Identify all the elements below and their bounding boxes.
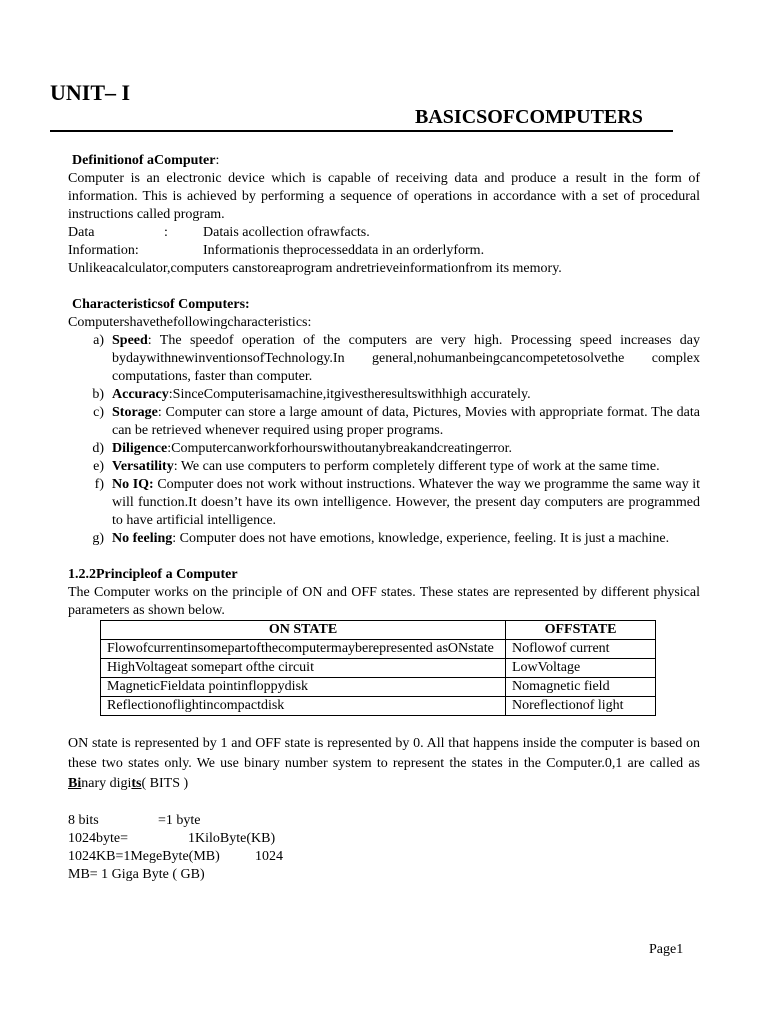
item-term: Speed: [112, 333, 148, 348]
unit-text: 8 bits: [68, 813, 99, 828]
table-cell: LowVoltage: [506, 659, 656, 678]
unit-text: 1024KB=1MegeByte(MB): [68, 849, 220, 864]
binary-paragraph: [68, 734, 700, 794]
item-label: b): [92, 387, 104, 402]
item-label: f): [94, 477, 104, 492]
page-number: Page1: [649, 942, 684, 957]
definition-heading-text: Definitionof aComputer: [72, 153, 216, 168]
item-text: Computer does not work without instructions. Whatever the way we programme the same way it will function.It doesn’t have its own intelligence. However, the present day computers are programmed to have artificial intelligence.: [112, 477, 700, 528]
list-item: [68, 530, 700, 548]
unit-text: 1024byte=: [68, 831, 128, 846]
table-header-row: [101, 621, 656, 640]
item-text: : Computer can store a large amount of data, Pictures, Movies with appropriate format. The data can be retrieved whenever required using proper programs.: [112, 405, 700, 438]
unit-row-4: [68, 866, 700, 884]
column-header-on: ON STATE: [101, 621, 506, 640]
unit-text: 1024: [255, 849, 283, 864]
item-label: d): [92, 441, 104, 456]
item-label: g): [92, 531, 104, 546]
title-rule: [50, 130, 673, 132]
info-definition: [68, 242, 700, 260]
item-term: Storage: [112, 405, 158, 420]
table-cell: HighVoltageat somepart ofthe circuit: [101, 659, 506, 678]
definition-heading-colon: :: [215, 153, 220, 168]
principle-heading: 1.2.2Principleof a Computer: [68, 567, 238, 582]
state-table: [100, 620, 656, 716]
item-term: No feeling: [112, 531, 173, 546]
binary-bi: Bi: [68, 776, 82, 791]
item-label: c): [93, 405, 104, 420]
table-row: [101, 678, 656, 697]
unit-row-3: [68, 848, 700, 866]
list-item: [68, 476, 700, 530]
table-cell: Noreflectionof light: [506, 697, 656, 716]
table-cell: Nomagnetic field: [506, 678, 656, 697]
unit-row-2: [68, 830, 700, 848]
unit-text: MB= 1 Giga Byte ( GB): [68, 867, 205, 882]
item-text: :SinceComputerisamachine,itgivestheresultswithhigh accurately.: [168, 387, 531, 402]
principle-intro: The Computer works on the principle of ON and OFF states. These states are represented by different physical parameters as shown below.: [68, 585, 700, 618]
table-cell: MagneticFieldata pointinfloppydisk: [101, 678, 506, 697]
binary-mid: nary digi: [81, 776, 132, 791]
definition-heading: [68, 152, 700, 170]
list-item: [68, 386, 700, 404]
characteristics-heading: Characteristicsof Computers:: [72, 297, 250, 312]
item-text: :Computercanworkforhourswithoutanybreakandcreatingerror.: [167, 441, 513, 456]
info-text: Informationis theprocesseddata in an orderlyform.: [203, 243, 485, 258]
list-item: [68, 440, 700, 458]
main-content: [68, 152, 700, 884]
table-cell: Flowofcurrentinsomepartofthecomputermayberepresented asONstate: [101, 640, 506, 659]
table-cell: Reflectionoflightincompactdisk: [101, 697, 506, 716]
column-header-off: OFFSTATE: [506, 621, 656, 640]
item-text: : The speedof operation of the computers are very high. Processing speed increases day bydaywithnewinventionsofTechnology.In general,nohumanbeingcancompetetosolvethe complex computations, faster than computer.: [112, 333, 700, 384]
data-label: Data: [68, 225, 95, 240]
data-text: Datais acollection ofrawfacts.: [203, 225, 370, 240]
item-text: : Computer does not have emotions, knowledge, experience, feeling. It is just a machine.: [172, 531, 670, 546]
definition-paragraph: Computer is an electronic device which is capable of receiving data and produce a result in the form of information. This is achieved by performing a sequence of operations in accordance with a set of procedural instructions called program.: [68, 171, 700, 222]
chapter-title: BASICSOFCOMPUTERS: [415, 106, 643, 128]
info-label: Information:: [68, 243, 139, 258]
data-definition: [68, 224, 700, 242]
definition-closing: Unlikeacalculator,computers canstoreaprogram andretrieveinformationfrom its memory.: [68, 261, 562, 276]
binary-ts: ts: [131, 776, 142, 791]
unit-text: 1KiloByte(KB): [188, 831, 276, 846]
characteristics-intro: Computershavethefollowingcharacteristics:: [68, 315, 312, 330]
table-row: [101, 640, 656, 659]
item-term: Versatility: [112, 459, 174, 474]
table-row: [101, 659, 656, 678]
unit-row-1: [68, 812, 700, 830]
item-label: e): [93, 459, 104, 474]
item-label: a): [93, 333, 104, 348]
data-separator: :: [164, 225, 168, 240]
table-row: [101, 697, 656, 716]
list-item: [68, 332, 700, 386]
item-text: : We can use computers to perform completely different type of work at the same time.: [173, 459, 660, 474]
binary-text: ON state is represented by 1 and OFF state is represented by 0. All that happens inside the computer is based on these two states only. We use binary number system to represent the states in the Computer.0,1 are called as: [68, 736, 700, 771]
characteristics-list: [68, 332, 700, 548]
binary-end: ( BITS ): [141, 776, 189, 791]
item-term: Diligence: [112, 441, 168, 456]
table-cell: Noflowof current: [506, 640, 656, 659]
list-item: [68, 458, 700, 476]
unit-text: =1 byte: [158, 813, 201, 828]
item-term: No IQ:: [112, 477, 154, 492]
item-term: Accuracy: [112, 387, 169, 402]
unit-heading: UNIT– I: [50, 80, 131, 105]
list-item: [68, 404, 700, 440]
